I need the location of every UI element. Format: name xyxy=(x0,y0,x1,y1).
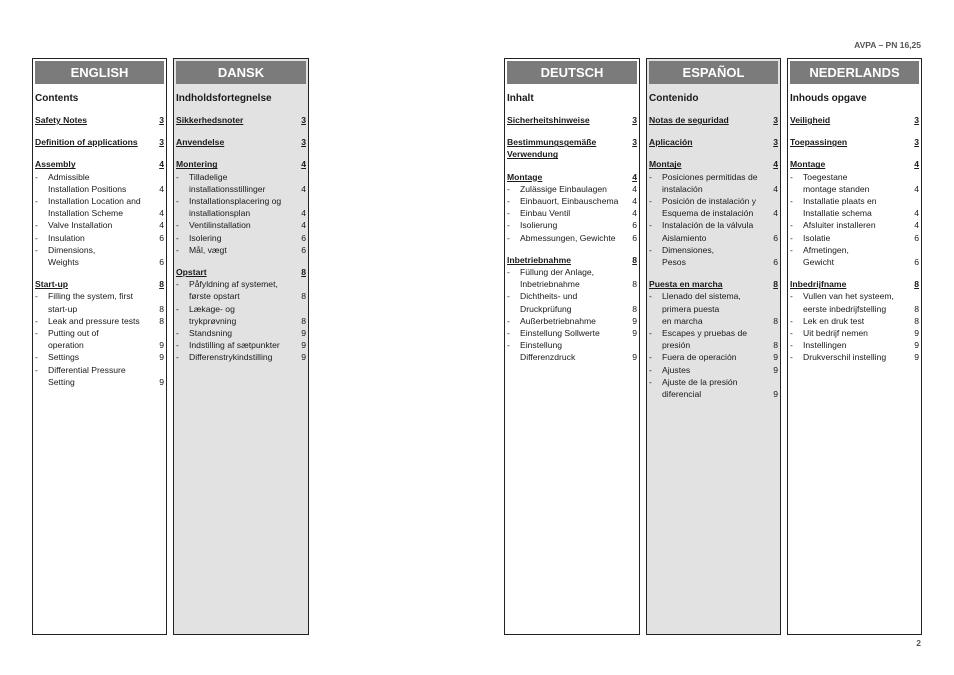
section-title: Definition of applications xyxy=(35,137,138,148)
toc-item[interactable] xyxy=(507,207,637,219)
toc-section[interactable] xyxy=(649,158,778,170)
toc-item[interactable] xyxy=(35,364,164,388)
bullet-dash: - xyxy=(176,328,179,339)
toc-item[interactable] xyxy=(176,327,306,339)
section-page-number: 3 xyxy=(159,115,164,125)
toc-item[interactable] xyxy=(35,351,164,363)
section-title: Safety Notes xyxy=(35,115,88,125)
item-page-number: 6 xyxy=(159,257,164,268)
section-page-number: 3 xyxy=(301,115,306,125)
item-title: Settings xyxy=(48,352,80,363)
toc-item[interactable] xyxy=(649,290,778,327)
section-page-number: 4 xyxy=(301,159,306,170)
bullet-dash: - xyxy=(649,291,652,302)
section-title: Aplicación xyxy=(649,137,693,148)
item-page-number: 9 xyxy=(914,340,919,351)
item-page-number: 9 xyxy=(159,376,164,387)
bullet-dash: - xyxy=(790,232,793,243)
item-title: Posición de instalación y Esquema de instalación xyxy=(662,196,757,219)
bullet-dash: - xyxy=(35,232,38,243)
toc-item[interactable] xyxy=(507,266,637,290)
toc-section[interactable] xyxy=(176,266,306,278)
toc-item[interactable] xyxy=(790,171,919,195)
item-page-number: 9 xyxy=(773,389,778,400)
contents-heading: Contents xyxy=(35,93,79,104)
toc-item[interactable] xyxy=(176,339,306,351)
item-title: Dimensiones, Pesos xyxy=(662,244,715,268)
item-title: Ventilinstallation xyxy=(189,220,251,231)
section-title: Montaje xyxy=(649,159,682,170)
section-title: Sicherheitshinweise xyxy=(507,115,590,125)
item-title: Installation Location and Installation Scheme xyxy=(48,196,141,219)
item-page-number: 4 xyxy=(301,183,306,194)
item-page-number: 9 xyxy=(914,328,919,339)
item-title: Lek en druk test xyxy=(803,315,865,326)
bullet-dash: - xyxy=(35,196,38,207)
section-page-number: 8 xyxy=(773,279,778,290)
bullet-dash: - xyxy=(649,328,652,339)
item-title: Toegestane montage standen xyxy=(803,171,870,194)
item-title: Drukverschil instelling xyxy=(803,352,887,363)
bullet-dash: - xyxy=(507,220,510,231)
toc-section[interactable] xyxy=(649,136,778,148)
item-title: Posiciones permitidas de instalación xyxy=(662,171,758,194)
toc-item[interactable] xyxy=(507,315,637,327)
toc-column-español xyxy=(646,58,781,635)
section-title: Inbedrijfname xyxy=(790,279,847,290)
bullet-dash: - xyxy=(790,244,793,255)
toc-section[interactable] xyxy=(790,158,919,170)
toc-list xyxy=(176,114,306,364)
toc-list xyxy=(507,114,637,364)
item-page-number: 6 xyxy=(773,232,778,243)
bullet-dash: - xyxy=(507,183,510,194)
bullet-dash: - xyxy=(649,171,652,182)
item-page-number: 4 xyxy=(301,220,306,231)
toc-item[interactable] xyxy=(790,351,919,363)
item-title: Fuera de operación xyxy=(662,352,737,363)
toc-section[interactable] xyxy=(790,136,919,148)
bullet-dash: - xyxy=(35,291,38,302)
toc-section[interactable] xyxy=(176,114,306,126)
toc-list xyxy=(35,114,164,388)
toc-item[interactable] xyxy=(790,327,919,339)
toc-item[interactable] xyxy=(176,171,306,195)
toc-item[interactable] xyxy=(176,195,306,219)
toc-item[interactable] xyxy=(507,183,637,195)
item-page-number: 6 xyxy=(301,232,306,243)
toc-item[interactable] xyxy=(35,315,164,327)
section-page-number: 3 xyxy=(773,137,778,148)
item-page-number: 4 xyxy=(159,183,164,194)
toc-item[interactable] xyxy=(35,171,164,195)
item-page-number: 9 xyxy=(632,328,637,339)
toc-item[interactable] xyxy=(35,195,164,219)
language-title: ESPAÑOL xyxy=(649,61,778,84)
toc-item[interactable] xyxy=(790,315,919,327)
section-page-number: 8 xyxy=(301,267,306,278)
bullet-dash: - xyxy=(507,208,510,219)
contents-heading: Contenido xyxy=(649,93,699,104)
bullet-dash: - xyxy=(790,291,793,302)
item-page-number: 9 xyxy=(773,352,778,363)
item-title: Valve Installation xyxy=(48,220,113,231)
bullet-dash: - xyxy=(649,352,652,363)
item-title: Mål, vægt xyxy=(189,244,227,255)
item-page-number: 6 xyxy=(632,220,637,231)
toc-section[interactable] xyxy=(507,171,637,183)
toc-section[interactable] xyxy=(35,158,164,170)
item-title: Isolierung xyxy=(520,220,558,231)
section-title: Sikkerhedsnoter xyxy=(176,115,244,125)
bullet-dash: - xyxy=(790,328,793,339)
section-title: Veiligheid xyxy=(790,115,831,125)
bullet-dash: - xyxy=(35,244,38,255)
item-title: Differential Pressure Setting xyxy=(48,364,126,387)
toc-item[interactable] xyxy=(176,244,306,256)
toc-item[interactable] xyxy=(176,232,306,244)
bullet-dash: - xyxy=(176,196,179,207)
item-page-number: 6 xyxy=(914,232,919,243)
item-page-number: 4 xyxy=(632,208,637,219)
item-page-number: 4 xyxy=(914,220,919,231)
toc-section[interactable] xyxy=(790,278,919,290)
toc-section[interactable] xyxy=(35,278,164,290)
item-title: Insulation xyxy=(48,232,85,243)
bullet-dash: - xyxy=(507,340,510,351)
item-title: Ajustes xyxy=(662,364,691,375)
toc-column-nederlands xyxy=(787,58,922,635)
toc-section[interactable] xyxy=(35,114,164,126)
item-title: Füllung der Anlage, Inbetriebnahme xyxy=(520,267,595,290)
toc-item[interactable] xyxy=(507,339,637,363)
bullet-dash: - xyxy=(176,303,179,314)
toc-item[interactable] xyxy=(176,278,306,302)
item-title: Installationsplacering og installationsplan xyxy=(189,196,282,219)
item-title: Putting out of operation xyxy=(48,328,99,351)
item-page-number: 4 xyxy=(632,183,637,194)
item-page-number: 8 xyxy=(632,279,637,290)
toc-section[interactable] xyxy=(649,278,778,290)
bullet-dash: - xyxy=(790,340,793,351)
bullet-dash: - xyxy=(649,220,652,231)
item-page-number: 4 xyxy=(159,208,164,219)
bullet-dash: - xyxy=(176,232,179,243)
item-page-number: 6 xyxy=(914,257,919,268)
toc-item[interactable] xyxy=(649,195,778,219)
bullet-dash: - xyxy=(649,364,652,375)
toc-item[interactable] xyxy=(790,339,919,351)
item-title: Afsluiter installeren xyxy=(803,220,876,231)
item-page-number: 9 xyxy=(914,352,919,363)
language-title: NEDERLANDS xyxy=(790,61,919,84)
toc-item[interactable] xyxy=(649,364,778,376)
item-page-number: 9 xyxy=(301,328,306,339)
section-title: Montering xyxy=(176,159,218,170)
toc-section[interactable] xyxy=(176,136,306,148)
section-page-number: 4 xyxy=(773,159,778,170)
bullet-dash: - xyxy=(790,220,793,231)
bullet-dash: - xyxy=(176,340,179,351)
item-page-number: 9 xyxy=(773,364,778,375)
section-title: Montage xyxy=(507,171,543,182)
item-page-number: 8 xyxy=(773,315,778,326)
bullet-dash: - xyxy=(507,232,510,243)
toc-list xyxy=(649,114,778,400)
bullet-dash: - xyxy=(507,315,510,326)
bullet-dash: - xyxy=(507,291,510,302)
section-title: Start-up xyxy=(35,279,68,290)
toc-item[interactable] xyxy=(35,219,164,231)
bullet-dash: - xyxy=(507,196,510,207)
bullet-dash: - xyxy=(176,220,179,231)
toc-item[interactable] xyxy=(35,232,164,244)
item-page-number: 9 xyxy=(301,340,306,351)
item-page-number: 8 xyxy=(159,303,164,314)
item-page-number: 4 xyxy=(914,183,919,194)
bullet-dash: - xyxy=(790,352,793,363)
page-number: 2 xyxy=(916,638,921,648)
section-title: Bestimmungsgemäße Verwendung xyxy=(507,137,597,160)
section-title: Inbetriebnahme xyxy=(507,254,571,265)
toc-section[interactable] xyxy=(507,254,637,266)
item-page-number: 6 xyxy=(773,257,778,268)
section-page-number: 3 xyxy=(773,115,778,125)
toc-item[interactable] xyxy=(176,303,306,327)
section-page-number: 8 xyxy=(632,254,637,265)
item-page-number: 6 xyxy=(301,244,306,255)
section-title: Puesta en marcha xyxy=(649,279,723,290)
bullet-dash: - xyxy=(35,171,38,182)
section-page-number: 3 xyxy=(632,115,637,125)
bullet-dash: - xyxy=(649,196,652,207)
toc-item[interactable] xyxy=(35,244,164,268)
toc-item[interactable] xyxy=(649,244,778,268)
item-title: Einstellung Differenzdruck xyxy=(520,340,576,363)
toc-item[interactable] xyxy=(790,232,919,244)
item-page-number: 9 xyxy=(632,315,637,326)
item-title: Escapes y pruebas de presión xyxy=(662,328,748,351)
item-title: Standsning xyxy=(189,328,233,339)
item-page-number: 8 xyxy=(301,291,306,302)
bullet-dash: - xyxy=(35,352,38,363)
section-page-number: 3 xyxy=(301,137,306,148)
item-page-number: 8 xyxy=(914,315,919,326)
item-title: Afmetingen, Gewicht xyxy=(803,244,849,268)
toc-item[interactable] xyxy=(649,171,778,195)
item-page-number: 6 xyxy=(632,232,637,243)
language-title: DEUTSCH xyxy=(507,61,637,84)
section-page-number: 3 xyxy=(159,137,164,148)
section-title: Anvendelse xyxy=(176,137,225,148)
item-page-number: 8 xyxy=(159,315,164,326)
item-title: Zulässige Einbaulagen xyxy=(520,183,607,194)
item-page-number: 4 xyxy=(914,208,919,219)
item-title: Abmessungen, Gewichte xyxy=(520,232,616,243)
toc-item[interactable] xyxy=(176,351,306,363)
section-title: Opstart xyxy=(176,267,207,278)
section-page-number: 3 xyxy=(632,137,637,148)
item-title: Installatie plaats en Installatie schema xyxy=(803,196,877,219)
item-page-number: 4 xyxy=(632,196,637,207)
item-page-number: 4 xyxy=(301,208,306,219)
toc-column-english xyxy=(32,58,167,635)
item-page-number: 4 xyxy=(773,208,778,219)
toc-item[interactable] xyxy=(35,327,164,351)
bullet-dash: - xyxy=(790,196,793,207)
item-title: Dichtheits- und Druckprüfung xyxy=(520,291,578,314)
item-title: Ajuste de la presión diferencial xyxy=(662,376,738,400)
item-title: Lækage- og trykprøvning xyxy=(189,303,237,326)
bullet-dash: - xyxy=(176,244,179,255)
item-title: Tilladelige installationsstillinger xyxy=(189,171,266,194)
contents-heading: Indholdsfortegnelse xyxy=(176,93,272,104)
bullet-dash: - xyxy=(649,376,652,387)
bullet-dash: - xyxy=(176,352,179,363)
toc-item[interactable] xyxy=(649,351,778,363)
section-title: Montage xyxy=(790,159,826,170)
toc-section[interactable] xyxy=(507,136,637,160)
bullet-dash: - xyxy=(176,171,179,182)
bullet-dash: - xyxy=(35,328,38,339)
toc-item[interactable] xyxy=(507,219,637,231)
bullet-dash: - xyxy=(35,220,38,231)
section-page-number: 4 xyxy=(914,159,919,170)
toc-section[interactable] xyxy=(507,114,637,126)
section-page-number: 3 xyxy=(914,137,919,148)
contents-heading: Inhalt xyxy=(507,93,534,104)
item-page-number: 9 xyxy=(159,340,164,351)
section-title: Toepassingen xyxy=(790,137,848,148)
toc-list xyxy=(790,114,919,364)
item-title: Isolering xyxy=(189,232,222,243)
language-title: DANSK xyxy=(176,61,306,84)
item-page-number: 9 xyxy=(159,352,164,363)
toc-item[interactable] xyxy=(790,195,919,219)
bullet-dash: - xyxy=(790,315,793,326)
toc-item[interactable] xyxy=(507,290,637,314)
section-title: Assembly xyxy=(35,159,76,170)
item-title: Llenado del sistema, primera puesta en marcha xyxy=(662,291,741,326)
item-title: Einbauort, Einbauschema xyxy=(520,196,619,207)
item-page-number: 8 xyxy=(301,315,306,326)
item-title: Påfyldning af systemet, første opstart xyxy=(189,279,278,302)
toc-item[interactable] xyxy=(507,327,637,339)
toc-item[interactable] xyxy=(176,219,306,231)
item-title: Einstellung Sollwerte xyxy=(520,328,600,339)
item-title: Instellingen xyxy=(803,340,847,351)
item-title: Vullen van het systeem, eerste inbedrijfstelling xyxy=(803,291,894,314)
bullet-dash: - xyxy=(649,244,652,255)
item-title: Uit bedrijf nemen xyxy=(803,328,868,339)
item-page-number: 9 xyxy=(632,352,637,363)
item-page-number: 4 xyxy=(773,183,778,194)
toc-section[interactable] xyxy=(176,158,306,170)
section-page-number: 8 xyxy=(159,279,164,290)
item-title: Indstilling af sætpunkter xyxy=(189,340,280,351)
item-page-number: 6 xyxy=(159,232,164,243)
bullet-dash: - xyxy=(790,171,793,182)
item-page-number: 4 xyxy=(159,220,164,231)
item-title: Leak and pressure tests xyxy=(48,315,140,326)
item-title: Filling the system, first start-up xyxy=(48,291,134,314)
toc-item[interactable] xyxy=(790,219,919,231)
section-page-number: 4 xyxy=(632,171,637,182)
toc-section[interactable] xyxy=(649,114,778,126)
item-page-number: 8 xyxy=(632,303,637,314)
toc-section[interactable] xyxy=(790,114,919,126)
item-title: Instalación de la válvula Aislamiento xyxy=(662,220,754,243)
item-page-number: 8 xyxy=(773,340,778,351)
toc-item[interactable] xyxy=(507,195,637,207)
item-page-number: 8 xyxy=(914,303,919,314)
toc-column-deutsch xyxy=(504,58,640,635)
document-code: AVPA – PN 16,25 xyxy=(854,40,921,50)
item-page-number: 9 xyxy=(301,352,306,363)
toc-item[interactable] xyxy=(649,376,778,400)
item-title: Differenstrykindstilling xyxy=(189,352,273,363)
bullet-dash: - xyxy=(35,315,38,326)
bullet-dash: - xyxy=(35,364,38,375)
bullet-dash: - xyxy=(507,328,510,339)
toc-item[interactable] xyxy=(649,219,778,243)
section-page-number: 3 xyxy=(914,115,919,125)
item-title: Dimensions, Weights xyxy=(48,244,96,268)
bullet-dash: - xyxy=(507,267,510,278)
toc-item[interactable] xyxy=(649,327,778,351)
toc-item[interactable] xyxy=(507,232,637,244)
toc-column-dansk xyxy=(173,58,309,635)
section-page-number: 4 xyxy=(159,159,164,170)
section-title: Notas de seguridad xyxy=(649,115,729,125)
toc-item[interactable] xyxy=(35,290,164,314)
item-title: Außerbetriebnahme xyxy=(520,315,596,326)
item-title: Einbau Ventil xyxy=(520,208,571,219)
item-title: Admissible Installation Positions xyxy=(48,171,127,194)
contents-heading: Inhouds opgave xyxy=(790,93,867,104)
language-title: ENGLISH xyxy=(35,61,164,84)
section-page-number: 8 xyxy=(914,279,919,290)
toc-item[interactable] xyxy=(790,290,919,314)
item-title: Isolatie xyxy=(803,232,831,243)
toc-item[interactable] xyxy=(790,244,919,268)
bullet-dash: - xyxy=(176,279,179,290)
toc-section[interactable] xyxy=(35,136,164,148)
